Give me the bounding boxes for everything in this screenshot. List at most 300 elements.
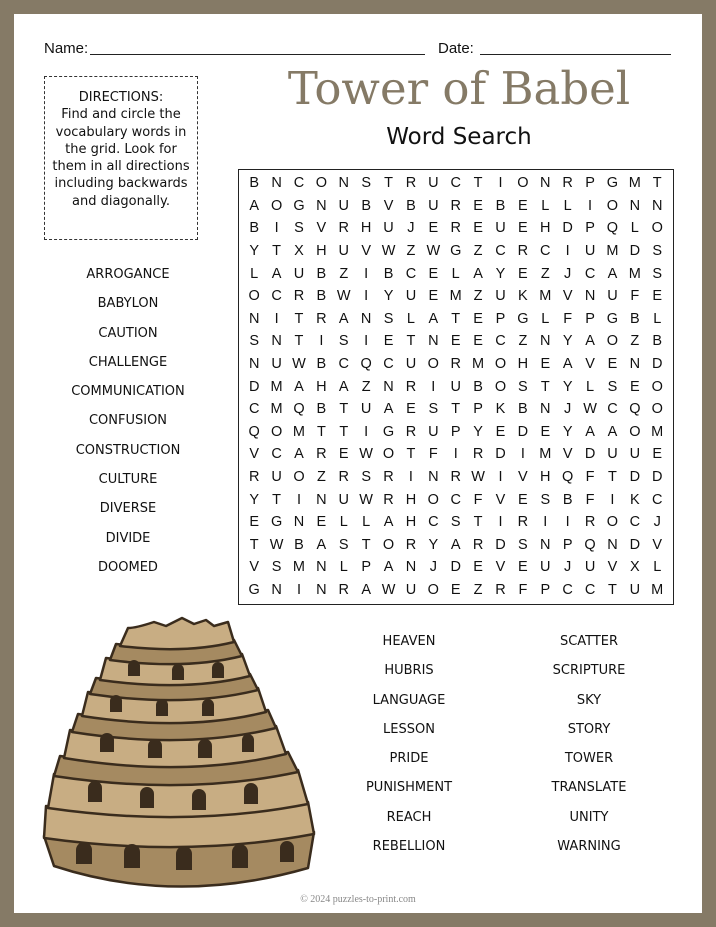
grid-letter[interactable]: I	[364, 333, 369, 350]
grid-letter[interactable]: L	[653, 559, 662, 576]
grid-letter[interactable]: Z	[473, 288, 483, 305]
grid-letter[interactable]: V	[316, 220, 327, 237]
grid-letter[interactable]: T	[451, 401, 461, 418]
grid-letter[interactable]: A	[585, 423, 595, 440]
grid-letter[interactable]: P	[540, 581, 551, 598]
grid-letter[interactable]: I	[364, 423, 369, 440]
grid-letter[interactable]: S	[338, 536, 349, 553]
grid-letter[interactable]: C	[562, 581, 573, 598]
grid-letter[interactable]: N	[428, 469, 439, 486]
grid-letter[interactable]: L	[339, 514, 348, 531]
grid-letter[interactable]: J	[564, 265, 572, 282]
grid-letter[interactable]: U	[405, 581, 417, 598]
grid-letter[interactable]: R	[405, 423, 417, 440]
grid-letter[interactable]: H	[540, 469, 551, 486]
grid-letter[interactable]: I	[296, 581, 301, 598]
grid-letter[interactable]: I	[588, 197, 593, 214]
grid-letter[interactable]: H	[405, 514, 417, 531]
grid-letter[interactable]: E	[518, 220, 528, 237]
grid-letter[interactable]: V	[383, 197, 394, 214]
grid-letter[interactable]: E	[316, 514, 327, 531]
grid-letter[interactable]: I	[274, 220, 279, 237]
grid-letter[interactable]: Y	[562, 423, 573, 440]
grid-letter[interactable]: E	[249, 514, 260, 531]
grid-letter[interactable]: W	[359, 446, 373, 463]
grid-letter[interactable]: Y	[249, 243, 260, 260]
grid-letter[interactable]: R	[495, 581, 506, 598]
grid-letter[interactable]: U	[428, 423, 439, 440]
grid-letter[interactable]: D	[629, 243, 641, 260]
grid-letter[interactable]: N	[271, 581, 282, 598]
grid-letter[interactable]: L	[653, 310, 662, 327]
grid-letter[interactable]: M	[539, 446, 552, 463]
grid-letter[interactable]: B	[518, 401, 528, 418]
grid-letter[interactable]: Z	[316, 469, 326, 486]
grid-letter[interactable]: L	[630, 220, 639, 237]
grid-letter[interactable]: D	[651, 356, 663, 373]
grid-letter[interactable]: O	[517, 175, 529, 192]
grid-letter[interactable]: B	[316, 401, 327, 418]
grid-letter[interactable]: O	[427, 491, 439, 508]
grid-letter[interactable]: C	[428, 514, 439, 531]
grid-letter[interactable]: A	[383, 514, 394, 531]
grid-letter[interactable]: P	[585, 220, 595, 237]
grid-letter[interactable]: I	[431, 378, 436, 395]
grid-letter[interactable]: U	[584, 559, 596, 576]
grid-letter[interactable]: R	[450, 197, 461, 214]
grid-letter[interactable]: B	[249, 175, 260, 192]
grid-letter[interactable]: V	[361, 243, 371, 260]
grid-letter[interactable]: R	[405, 378, 417, 395]
grid-letter[interactable]: I	[296, 491, 301, 508]
grid-letter[interactable]: Q	[606, 220, 619, 237]
grid-letter[interactable]: K	[630, 491, 640, 508]
grid-letter[interactable]: A	[473, 265, 483, 282]
grid-letter[interactable]: N	[629, 197, 641, 214]
grid-letter[interactable]: O	[248, 288, 260, 305]
grid-letter[interactable]: R	[316, 446, 327, 463]
grid-letter[interactable]: C	[495, 333, 506, 350]
grid-letter[interactable]: N	[540, 175, 551, 192]
grid-letter[interactable]: Q	[562, 469, 574, 486]
grid-letter[interactable]: R	[472, 446, 484, 463]
grid-letter[interactable]: M	[651, 423, 664, 440]
grid-letter[interactable]: Q	[360, 356, 372, 373]
grid-letter[interactable]: E	[518, 197, 528, 214]
grid-letter[interactable]: M	[628, 175, 641, 192]
grid-letter[interactable]: A	[316, 536, 327, 553]
grid-letter[interactable]: V	[652, 536, 663, 553]
grid-letter[interactable]: N	[271, 333, 282, 350]
grid-letter[interactable]: S	[294, 220, 304, 237]
grid-letter[interactable]: R	[562, 175, 573, 192]
grid-letter[interactable]: K	[495, 401, 506, 418]
grid-letter[interactable]: M	[606, 243, 619, 260]
grid-letter[interactable]: C	[607, 401, 618, 418]
grid-letter[interactable]: B	[495, 197, 506, 214]
grid-letter[interactable]: T	[473, 514, 483, 531]
grid-letter[interactable]: V	[495, 491, 506, 508]
grid-letter[interactable]: U	[271, 356, 282, 373]
grid-letter[interactable]: C	[338, 356, 349, 373]
grid-letter[interactable]: R	[405, 536, 417, 553]
grid-letter[interactable]: A	[294, 446, 304, 463]
grid-letter[interactable]: M	[292, 423, 306, 440]
grid-letter[interactable]: G	[248, 581, 260, 598]
grid-letter[interactable]: A	[607, 265, 618, 282]
grid-letter[interactable]: N	[338, 175, 349, 192]
grid-letter[interactable]: I	[565, 514, 570, 531]
grid-letter[interactable]: A	[294, 378, 304, 395]
grid-letter[interactable]: J	[429, 559, 437, 576]
grid-letter[interactable]: Z	[540, 265, 550, 282]
grid-letter[interactable]: T	[608, 581, 617, 598]
grid-letter[interactable]: E	[473, 220, 483, 237]
grid-letter[interactable]: D	[562, 220, 573, 237]
grid-letter[interactable]: B	[630, 310, 640, 327]
grid-letter[interactable]: S	[518, 378, 528, 395]
grid-letter[interactable]: I	[274, 310, 279, 327]
grid-letter[interactable]: A	[271, 265, 282, 282]
grid-letter[interactable]: T	[406, 333, 416, 350]
grid-letter[interactable]: E	[338, 446, 349, 463]
grid-letter[interactable]: S	[607, 378, 618, 395]
grid-letter[interactable]: O	[427, 581, 439, 598]
grid-letter[interactable]: Q	[248, 423, 260, 440]
grid-letter[interactable]: U	[360, 401, 372, 418]
grid-letter[interactable]: U	[540, 559, 551, 576]
grid-letter[interactable]: N	[405, 559, 417, 576]
grid-letter[interactable]: O	[382, 536, 395, 553]
grid-letter[interactable]: P	[562, 536, 573, 553]
grid-letter[interactable]: P	[450, 423, 461, 440]
grid-letter[interactable]: B	[652, 333, 663, 350]
grid-letter[interactable]: R	[293, 288, 305, 305]
grid-letter[interactable]: T	[473, 175, 483, 192]
grid-letter[interactable]: E	[473, 310, 483, 327]
grid-letter[interactable]: B	[562, 491, 573, 508]
grid-letter[interactable]: T	[406, 446, 416, 463]
grid-letter[interactable]: Q	[584, 536, 596, 553]
grid-letter[interactable]: I	[610, 491, 615, 508]
grid-letter[interactable]: N	[540, 536, 551, 553]
grid-letter[interactable]: A	[361, 581, 371, 598]
grid-letter[interactable]: S	[249, 333, 260, 350]
grid-letter[interactable]: W	[583, 401, 597, 418]
grid-letter[interactable]: R	[338, 220, 349, 237]
grid-letter[interactable]: H	[316, 378, 327, 395]
grid-letter[interactable]: I	[364, 265, 369, 282]
grid-letter[interactable]: M	[449, 288, 462, 305]
grid-letter[interactable]: L	[586, 378, 595, 395]
grid-letter[interactable]: B	[361, 197, 371, 214]
grid-letter[interactable]: F	[585, 469, 595, 486]
grid-letter[interactable]: J	[653, 514, 661, 531]
grid-letter[interactable]: O	[270, 197, 283, 214]
grid-letter[interactable]: M	[270, 401, 283, 418]
grid-letter[interactable]: M	[651, 581, 664, 598]
grid-letter[interactable]: G	[450, 243, 462, 260]
grid-letter[interactable]: R	[405, 175, 417, 192]
grid-letter[interactable]: J	[407, 220, 415, 237]
grid-letter[interactable]: P	[495, 310, 506, 327]
grid-letter[interactable]: V	[562, 288, 573, 305]
grid-letter[interactable]: Y	[249, 491, 260, 508]
grid-letter[interactable]: Y	[473, 423, 483, 440]
grid-letter[interactable]: L	[362, 514, 371, 531]
grid-letter[interactable]: E	[630, 378, 640, 395]
grid-letter[interactable]: E	[518, 265, 528, 282]
grid-letter[interactable]: G	[517, 310, 529, 327]
grid-letter[interactable]: N	[360, 310, 372, 327]
grid-letter[interactable]: Z	[406, 243, 416, 260]
name-line[interactable]	[90, 54, 425, 55]
grid-letter[interactable]: R	[472, 536, 484, 553]
grid-letter[interactable]: H	[360, 220, 372, 237]
grid-letter[interactable]: O	[651, 378, 663, 395]
grid-letter[interactable]: B	[294, 536, 304, 553]
grid-letter[interactable]: E	[652, 446, 663, 463]
date-line[interactable]	[480, 54, 671, 55]
grid-letter[interactable]: D	[629, 536, 641, 553]
grid-letter[interactable]: Z	[473, 581, 483, 598]
grid-letter[interactable]: G	[293, 197, 305, 214]
grid-letter[interactable]: V	[607, 559, 618, 576]
grid-letter[interactable]: V	[249, 559, 260, 576]
grid-letter[interactable]: L	[563, 197, 572, 214]
grid-letter[interactable]: U	[383, 220, 394, 237]
grid-letter[interactable]: A	[607, 423, 618, 440]
grid-letter[interactable]: X	[630, 559, 640, 576]
grid-letter[interactable]: C	[271, 446, 282, 463]
grid-letter[interactable]: I	[453, 446, 458, 463]
grid-letter[interactable]: L	[250, 265, 259, 282]
grid-letter[interactable]: R	[517, 514, 529, 531]
grid-letter[interactable]: L	[339, 559, 348, 576]
grid-letter[interactable]: S	[428, 401, 439, 418]
grid-letter[interactable]: R	[517, 243, 529, 260]
grid-letter[interactable]: H	[405, 491, 417, 508]
grid-letter[interactable]: O	[270, 423, 283, 440]
grid-letter[interactable]: B	[316, 356, 327, 373]
grid-letter[interactable]: V	[518, 469, 528, 486]
grid-letter[interactable]: T	[339, 423, 349, 440]
grid-letter[interactable]: Z	[473, 243, 483, 260]
grid-letter[interactable]: P	[585, 175, 595, 192]
grid-letter[interactable]: U	[629, 581, 641, 598]
grid-letter[interactable]: I	[543, 514, 548, 531]
grid-letter[interactable]: N	[629, 356, 641, 373]
grid-letter[interactable]: U	[629, 446, 641, 463]
grid-letter[interactable]: S	[652, 243, 663, 260]
grid-letter[interactable]: L	[406, 310, 415, 327]
grid-letter[interactable]: U	[338, 197, 349, 214]
grid-letter[interactable]: I	[364, 288, 369, 305]
grid-letter[interactable]: U	[271, 469, 282, 486]
grid-letter[interactable]: O	[629, 423, 641, 440]
grid-letter[interactable]: T	[272, 491, 282, 508]
grid-letter[interactable]: O	[606, 333, 619, 350]
grid-letter[interactable]: R	[338, 581, 349, 598]
grid-letter[interactable]: T	[339, 401, 349, 418]
grid-letter[interactable]: O	[427, 356, 439, 373]
grid-letter[interactable]: G	[606, 310, 619, 327]
grid-letter[interactable]: R	[383, 469, 394, 486]
grid-letter[interactable]: K	[518, 288, 528, 305]
grid-letter[interactable]: N	[383, 378, 394, 395]
grid-letter[interactable]: O	[382, 446, 395, 463]
grid-letter[interactable]: O	[494, 378, 507, 395]
grid-letter[interactable]: E	[428, 220, 439, 237]
grid-letter[interactable]: B	[406, 197, 416, 214]
grid-letter[interactable]: D	[584, 446, 596, 463]
grid-letter[interactable]: S	[361, 175, 371, 192]
grid-letter[interactable]: B	[383, 265, 394, 282]
grid-letter[interactable]: C	[584, 265, 596, 282]
grid-letter[interactable]: Y	[383, 288, 394, 305]
grid-letter[interactable]: S	[540, 491, 551, 508]
grid-letter[interactable]: N	[271, 175, 282, 192]
grid-letter[interactable]: D	[248, 378, 260, 395]
grid-letter[interactable]: R	[248, 469, 260, 486]
grid-letter[interactable]: P	[473, 401, 483, 418]
grid-letter[interactable]: D	[651, 469, 663, 486]
grid-letter[interactable]: M	[628, 265, 641, 282]
grid-letter[interactable]: U	[450, 378, 461, 395]
grid-letter[interactable]: V	[495, 559, 506, 576]
grid-letter[interactable]: L	[541, 197, 550, 214]
grid-letter[interactable]: E	[428, 288, 439, 305]
grid-letter[interactable]: C	[293, 175, 305, 192]
grid-letter[interactable]: U	[495, 220, 506, 237]
grid-letter[interactable]: G	[270, 514, 283, 531]
grid-letter[interactable]: E	[540, 356, 551, 373]
grid-letter[interactable]: E	[495, 423, 506, 440]
grid-letter[interactable]: W	[471, 469, 485, 486]
grid-letter[interactable]: A	[338, 310, 349, 327]
grid-letter[interactable]: U	[405, 356, 417, 373]
grid-letter[interactable]: L	[451, 265, 460, 282]
grid-letter[interactable]: I	[498, 175, 503, 192]
grid-letter[interactable]: Y	[428, 536, 439, 553]
grid-letter[interactable]: E	[473, 333, 483, 350]
grid-letter[interactable]: E	[652, 288, 663, 305]
grid-letter[interactable]: B	[249, 220, 260, 237]
grid-letter[interactable]: A	[428, 310, 439, 327]
grid-letter[interactable]: N	[428, 333, 439, 350]
grid-letter[interactable]: T	[361, 536, 371, 553]
grid-letter[interactable]: O	[651, 220, 663, 237]
grid-letter[interactable]: N	[540, 401, 551, 418]
grid-letter[interactable]: H	[316, 243, 327, 260]
grid-letter[interactable]: T	[294, 310, 304, 327]
grid-letter[interactable]: B	[316, 288, 327, 305]
grid-letter[interactable]: N	[316, 581, 327, 598]
grid-letter[interactable]: W	[269, 536, 284, 553]
grid-letter[interactable]: C	[383, 356, 394, 373]
grid-letter[interactable]: I	[498, 514, 503, 531]
grid-letter[interactable]: Z	[361, 378, 371, 395]
grid-letter[interactable]: U	[607, 288, 618, 305]
grid-letter[interactable]: D	[450, 559, 461, 576]
grid-letter[interactable]: R	[450, 356, 461, 373]
grid-letter[interactable]: A	[249, 197, 260, 214]
grid-letter[interactable]: I	[408, 469, 413, 486]
grid-letter[interactable]: U	[495, 288, 506, 305]
grid-letter[interactable]: W	[381, 243, 396, 260]
grid-letter[interactable]: V	[585, 356, 595, 373]
grid-letter[interactable]: Z	[518, 333, 528, 350]
grid-letter[interactable]: W	[336, 288, 351, 305]
grid-letter[interactable]: W	[381, 581, 396, 598]
grid-letter[interactable]: N	[248, 356, 260, 373]
grid-letter[interactable]: C	[405, 265, 417, 282]
grid-letter[interactable]: E	[383, 333, 394, 350]
grid-letter[interactable]: D	[629, 469, 641, 486]
grid-letter[interactable]: D	[495, 536, 506, 553]
grid-letter[interactable]: V	[562, 446, 573, 463]
grid-letter[interactable]: C	[540, 243, 551, 260]
grid-letter[interactable]: U	[405, 288, 417, 305]
grid-letter[interactable]: C	[271, 288, 282, 305]
grid-letter[interactable]: N	[607, 536, 618, 553]
grid-letter[interactable]: O	[293, 469, 305, 486]
grid-letter[interactable]: M	[539, 288, 552, 305]
grid-letter[interactable]: U	[293, 265, 305, 282]
grid-letter[interactable]: Y	[562, 333, 573, 350]
grid-letter[interactable]: X	[294, 243, 304, 260]
grid-letter[interactable]: P	[361, 559, 371, 576]
grid-letter[interactable]: M	[292, 559, 306, 576]
grid-letter[interactable]: N	[540, 333, 551, 350]
grid-letter[interactable]: U	[338, 491, 349, 508]
grid-letter[interactable]: O	[651, 401, 663, 418]
grid-letter[interactable]: H	[517, 356, 529, 373]
grid-letter[interactable]: Y	[495, 265, 506, 282]
grid-letter[interactable]: C	[629, 514, 641, 531]
grid-letter[interactable]: E	[450, 581, 461, 598]
grid-letter[interactable]: E	[518, 559, 528, 576]
grid-letter[interactable]: T	[451, 310, 461, 327]
grid-letter[interactable]: R	[316, 310, 327, 327]
grid-letter[interactable]: C	[450, 175, 461, 192]
grid-letter[interactable]: J	[564, 401, 572, 418]
grid-letter[interactable]: O	[315, 175, 327, 192]
grid-letter[interactable]: H	[540, 220, 551, 237]
grid-letter[interactable]: S	[450, 514, 461, 531]
grid-letter[interactable]: R	[584, 514, 596, 531]
grid-letter[interactable]: G	[382, 423, 395, 440]
grid-letter[interactable]: D	[495, 446, 506, 463]
grid-letter[interactable]: T	[608, 469, 617, 486]
grid-letter[interactable]: C	[248, 401, 260, 418]
grid-letter[interactable]: D	[517, 423, 529, 440]
grid-letter[interactable]: I	[520, 446, 525, 463]
grid-letter[interactable]: I	[319, 333, 324, 350]
grid-letter[interactable]: A	[383, 401, 394, 418]
grid-letter[interactable]: P	[585, 310, 595, 327]
grid-letter[interactable]: S	[518, 536, 528, 553]
grid-letter[interactable]: F	[473, 491, 483, 508]
grid-letter[interactable]: T	[540, 378, 550, 395]
grid-letter[interactable]: R	[450, 469, 461, 486]
grid-letter[interactable]: N	[293, 514, 305, 531]
grid-letter[interactable]: F	[563, 310, 573, 327]
grid-letter[interactable]: O	[606, 514, 619, 531]
grid-letter[interactable]: T	[272, 243, 282, 260]
grid-letter[interactable]: J	[564, 559, 572, 576]
grid-letter[interactable]: E	[450, 333, 461, 350]
